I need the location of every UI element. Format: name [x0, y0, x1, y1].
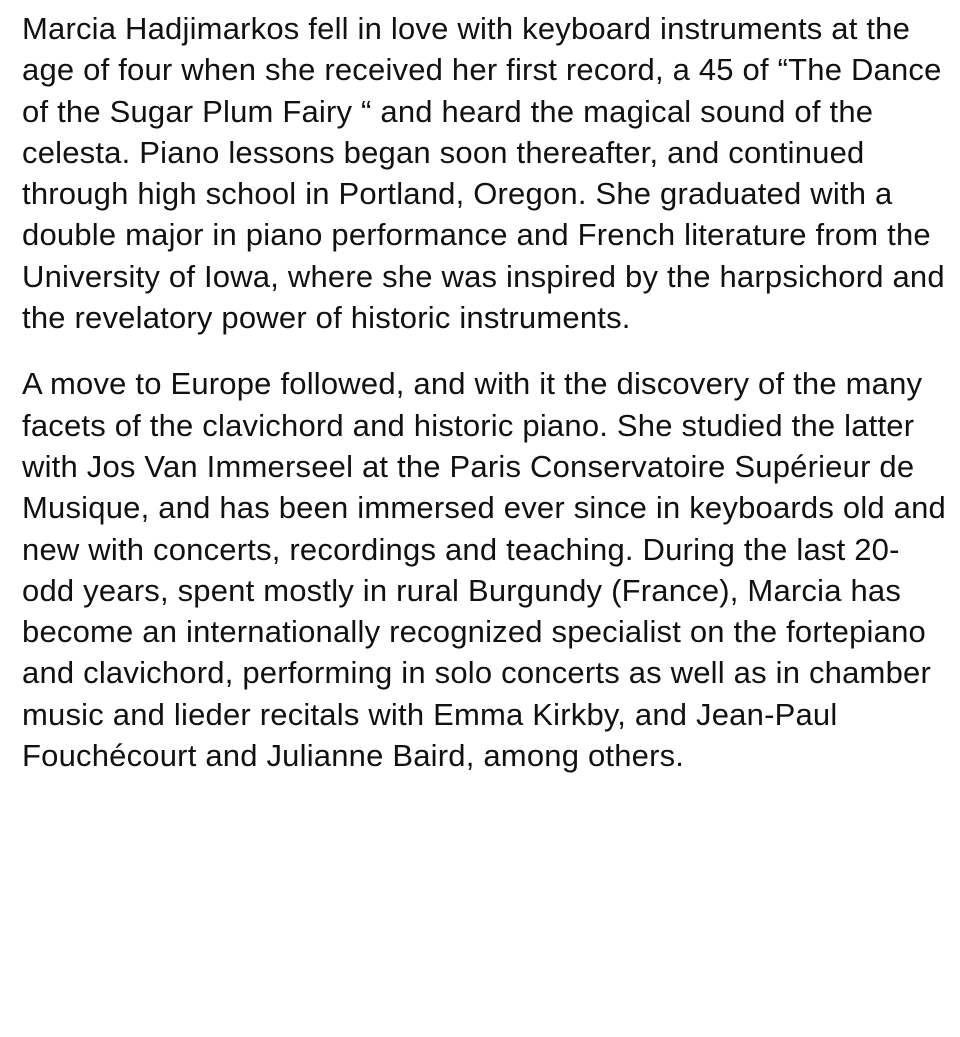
biography-paragraph-1: Marcia Hadjimarkos fell in love with keyboard instruments at the age of four when she received her first record, a 45 of “The Dance of the Sugar Plum Fairy “ and heard the magical sound of the celesta. Piano lessons began soon thereafter, and continued through high school in Portland, Oregon. She graduated with a double major in piano performance and French literature from the University of Iowa, where she was inspired by the harpsichord and the revelatory power of historic instruments. — [22, 11, 945, 336]
biography-paragraph-2: A move to Europe followed, and with it the discovery of the many facets of the clavichord and historic piano. She studied the latter with Jos Van Immerseel at the Paris Conservatoire Supérieur de Musique, and has been immersed ever since in keyboards old and new with concerts, recordings and teaching. During the last 20-odd years, spent mostly in rural Burgundy (France), Marcia has become an internationally recognized specialist on the fortepiano and clavichord, performing in solo concerts as well as in chamber music and lieder recitals with Emma Kirkby, and Jean-Paul Fouchécourt and Julianne Baird, among others. — [22, 366, 946, 774]
biography-article — [22, 8, 947, 776]
